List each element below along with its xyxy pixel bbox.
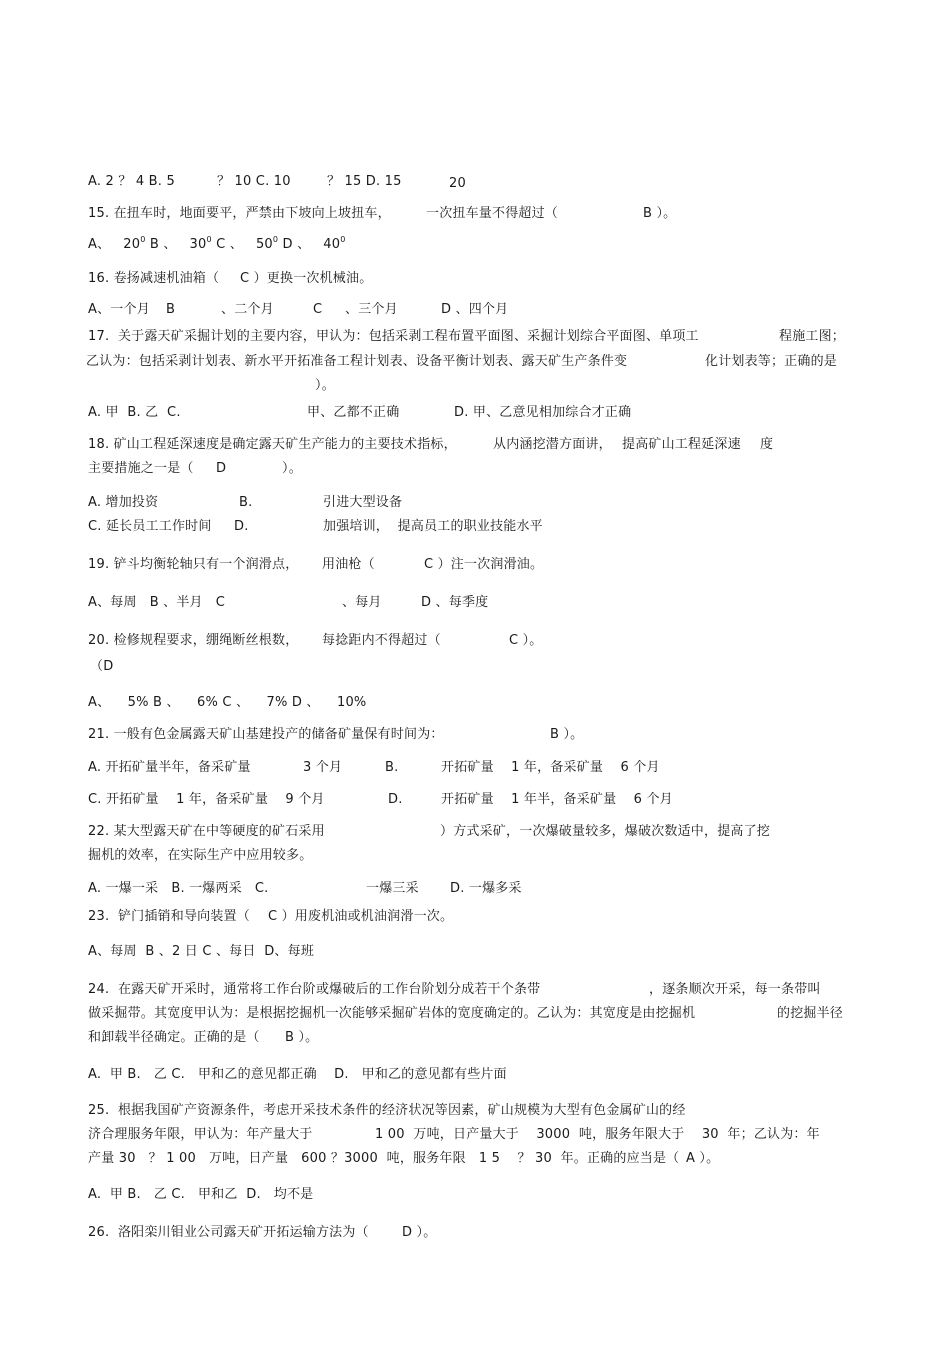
q22-line2: 掘机的效率，在实际生产中应用较多。 [88, 848, 313, 863]
q15-opt-b-value: 30 [189, 237, 207, 252]
q20-options [88, 695, 366, 711]
q18-option-d: 加强培训， 提高员工的职业技能水平 [323, 519, 543, 534]
q20-line2: （D [90, 659, 114, 674]
q20-opt-b: 6% C 、 [197, 695, 250, 710]
q16-option-c2: 、三个月 [345, 302, 398, 317]
q18-option-b-label: B. [239, 495, 253, 510]
q23-stem: 23. 铲门插销和导向装置（ [88, 909, 250, 924]
q26-stem: 26. 洛阳栾川钼业公司露天矿开拓运输方法为（ [88, 1225, 369, 1240]
q25-line2-a: 济合理服务年限，甲认为：年产量大于 [88, 1127, 313, 1142]
q19-stem-b: 用油枪（ [322, 557, 375, 572]
q25-line3-a: 产量 30 ？ 1 00 万吨，日产量 600 ？3000 吨，服务年限 1 5 ？ 30 年。正确的应当是（ [88, 1151, 680, 1166]
q24-options: A. 甲 B. 乙 C. 甲和乙的意见都正确 D. 甲和乙的意见都有些片面 [88, 1067, 507, 1082]
q16-stem: 16. 卷扬减速机油箱（ [88, 271, 220, 286]
q17-line2-b: 化计划表等；正确的是 [705, 354, 838, 369]
q15-options [88, 237, 346, 253]
q18-answer: D [216, 461, 227, 476]
q24-line1-b: ，逐条顺次开采，每一条带叫 [649, 982, 821, 997]
q22-options-c: D. 一爆多采 [450, 881, 522, 896]
q22-options-a: A. 一爆一采 B. 一爆两采 C. [88, 881, 269, 896]
q24-answer: B ）。 [285, 1030, 319, 1045]
q25-line2-b: 1 00 万吨，日产量大于 3000 吨，服务年限大于 30 年；乙认为：年 [375, 1127, 820, 1142]
q14-option-b: ？ 10 C. 10 [217, 174, 291, 189]
q17-line1-a: 17. 关于露天矿采掘计划的主要内容，甲认为：包括采剥工程布置平面图、采掘计划综合平面图、单项工 [88, 329, 699, 344]
q26-answer: D ）。 [402, 1225, 437, 1240]
q15-deg-b: 0 [206, 235, 212, 244]
q20-stem-a: 20. 检修规程要求，绷绳断丝根数， [88, 633, 299, 648]
q24-line3-a: 和卸载半径确定。正确的是（ [88, 1030, 260, 1045]
q20-opt-a-label: A、 [88, 695, 111, 710]
q21-option-a: A. 开拓矿量半年，备采矿量 [88, 760, 251, 775]
q21-option-d-label: D. [388, 792, 403, 807]
q15-opt-d-value: 40 [323, 237, 341, 252]
q20-stem-b: 每捻距内不得超过（ [322, 633, 441, 648]
q18-line2-c: ）。 [282, 461, 302, 476]
q21-option-c: C. 开拓矿量 1 年，备采矿量 9 个月 [88, 792, 325, 807]
q22-line1-a: 22. 某大型露天矿在中等硬度的矿石采用 [88, 824, 325, 839]
q16-answer: C ）更换一次机械油。 [240, 271, 373, 286]
q15-opt-a-label: A、 [88, 237, 111, 252]
q22-line1-b: ）方式采矿，一次爆破量较多，爆破次数适中，提高了挖 [440, 824, 771, 839]
q25-answer: A ）。 [686, 1151, 720, 1166]
q15-opt-a-value: 20 [123, 237, 141, 252]
q18-option-a: A. 增加投资 [88, 495, 159, 510]
q17-options-a: A. 甲 B. 乙 C. [88, 405, 181, 420]
q15-deg-c: 0 [272, 235, 279, 244]
q24-line2-a: 做采掘带。其宽度甲认为：是根据挖掘机一次能够采掘矿岩体的宽度确定的。乙认为：其宽度是由挖掘机 [88, 1006, 696, 1021]
q17-line1-b: 程施工图； [779, 329, 846, 344]
q18-line1-b: 从内涵挖潜方面讲， [493, 437, 612, 452]
q17-line2-a: 乙认为：包括采剥计划表、新水平开拓准备工程计划表、设备平衡计划表、露天矿生产条件变 [86, 354, 628, 369]
q25-line1: 25. 根据我国矿产资源条件，考虑开采技术条件的经济状况等因素，矿山规模为大型有色金属矿山的经 [88, 1103, 686, 1118]
q20-opt-c: 7% D 、 [266, 695, 320, 710]
q14-option-c: ？ 15 D. 15 [327, 174, 402, 189]
q15-deg-a: 0 [140, 235, 146, 244]
q15-opt-c-label: C 、 [216, 237, 243, 252]
q15-opt-c-value: 50 [255, 237, 273, 252]
q22-options-b: 一爆三采 [366, 881, 419, 896]
q21-stem: 21. 一般有色金属露天矿山基建投产的储备矿量保有时间为： [88, 727, 444, 742]
q20-answer: C ）。 [509, 633, 543, 648]
q15-answer: B ）。 [643, 206, 677, 221]
q18-option-c: C. 延长员工工作时间 [88, 519, 212, 534]
q17-line3: ）。 [315, 378, 335, 393]
q19-options-b: 、每月 [342, 595, 382, 610]
q18-line1-d: 度 [760, 437, 774, 452]
q20-opt-a: 5% B 、 [127, 695, 180, 710]
q20-opt-d: 10% [336, 695, 367, 710]
q21-option-d: 开拓矿量 1 年半，备采矿量 6 个月 [441, 792, 673, 807]
q24-line2-b: 的挖掘半径 [777, 1006, 844, 1021]
q15-opt-b-label: B 、 [149, 237, 177, 252]
q18-line1-a: 18. 矿山工程延深速度是确定露天矿生产能力的主要技术指标， [88, 437, 457, 452]
q15-stem-a: 15. 在扭车时，地面要平，严禁由下坡向上坡扭车， [88, 206, 391, 221]
q14-option-a: A. 2 ？ 4 B. 5 [88, 174, 175, 189]
q23-options: A、每周 B 、2 日 C 、每日 D、每班 [88, 944, 315, 959]
q21-option-b-label: B. [385, 760, 399, 775]
q21-option-a-months: 3 个月 [303, 760, 343, 775]
q18-line1-c: 提高矿山工程延深速 [622, 437, 741, 452]
q19-answer: C ）注一次润滑油。 [424, 557, 544, 572]
q21-answer: B ）。 [550, 727, 584, 742]
q16-option-c: C [313, 302, 323, 317]
q17-options-b: 甲、乙都不正确 [307, 405, 400, 420]
q16-option-d: D 、四个月 [441, 302, 509, 317]
q14-option-d: 20 [449, 176, 466, 191]
q19-stem-a: 19. 铲斗均衡轮轴只有一个润滑点， [88, 557, 299, 572]
q19-options-c: D 、每季度 [421, 595, 489, 610]
q18-option-b: 引进大型设备 [323, 495, 403, 510]
q17-options-c: D. 甲、乙意见相加综合才正确 [454, 405, 632, 420]
q15-deg-d: 0 [340, 235, 346, 244]
q21-option-b: 开拓矿量 1 年，备采矿量 6 个月 [441, 760, 660, 775]
q23-answer: C ）用废机油或机油润滑一次。 [268, 909, 454, 924]
q18-option-d-label: D. [234, 519, 249, 534]
q19-options-a: A、每周 B 、半月 C [88, 595, 226, 610]
q25-options: A. 甲 B. 乙 C. 甲和乙 D. 均不是 [88, 1187, 314, 1202]
q24-line1-a: 24. 在露天矿开采时，通常将工作台阶或爆破后的工作台阶划分成若干个条带 [88, 982, 541, 997]
q16-option-b2: 、二个月 [221, 302, 274, 317]
q15-stem-b: 一次扭车量不得超过（ [426, 206, 559, 221]
q16-option-a: A、一个月 [88, 302, 150, 317]
q15-opt-d-label: D 、 [282, 237, 311, 252]
q16-option-b: B [166, 302, 176, 317]
q18-line2-a: 主要措施之一是（ [88, 461, 194, 476]
